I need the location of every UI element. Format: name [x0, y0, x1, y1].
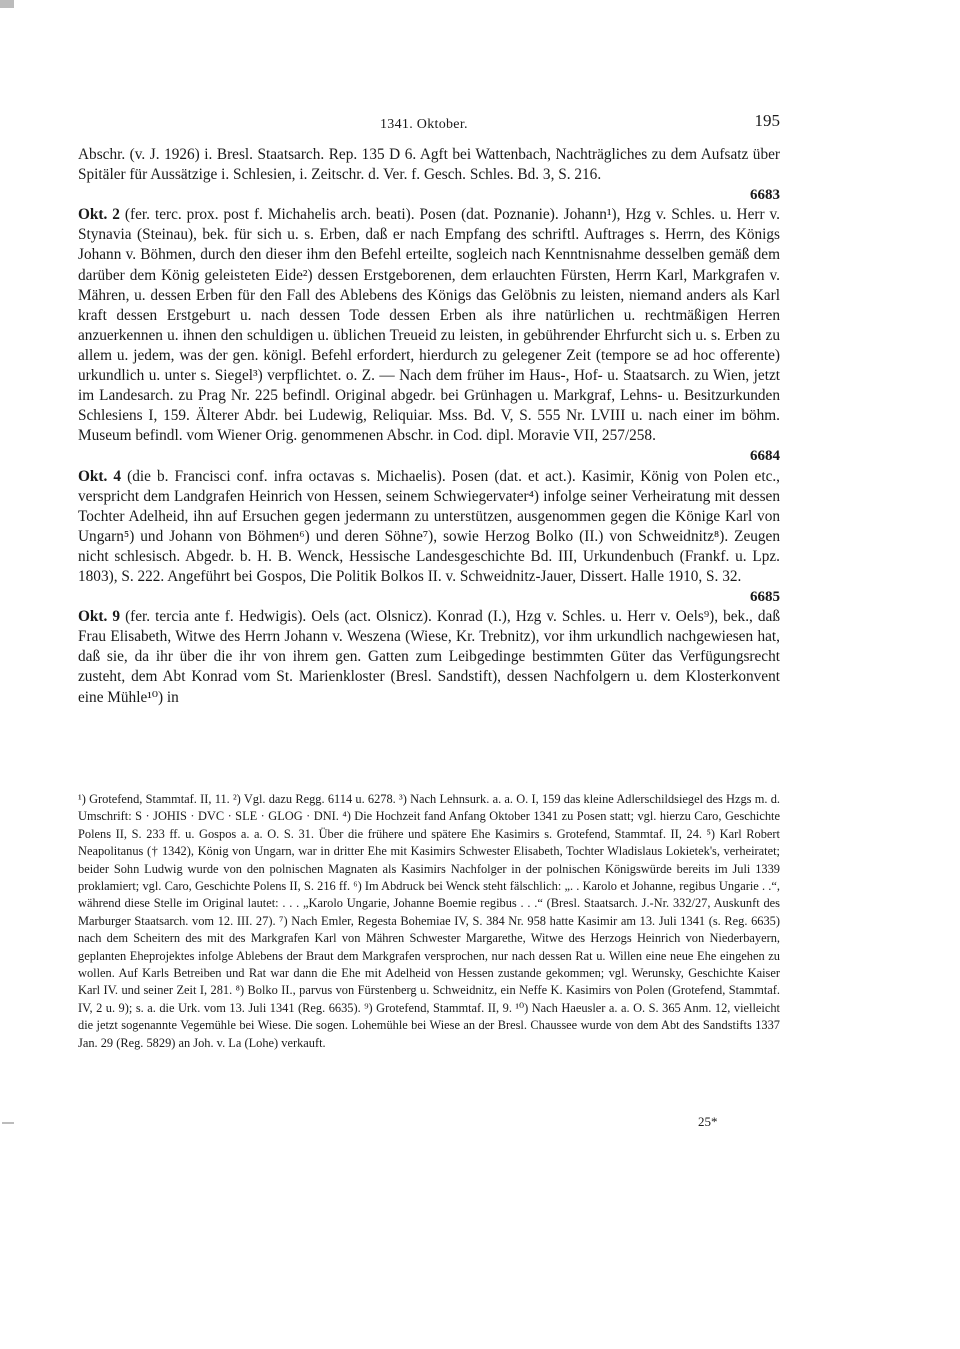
footnotes-text: ¹) Grotefend, Stammtaf. II, 11. ²) Vgl. dazu Regg. 6114 u. 6278. ³) Nach Lehnsurk. a. a. O. I, 159 das kleine Adlerschildsiegel des Hzgs m. d. Umschrift: S · JOHIS · DVC · SLE · GLOG · DNI. ⁴) Die Hochzeit fand Anfang Oktober 1341 zu Posen statt; vgl. hierzu Caro, Geschichte Polens II, S. 233 ff. u. Gospos a. a. O. S. 31. Über die frühere und spätere Ehe Kasimirs s. Grotefend, Stammtaf. II, 24. ⁵) Karl Robert Neapolitanus († 1342), König von Ungarn, war in dritter Ehe mit Kasimirs Schwester Elisabeth, Tochter Wladislaus Lokietek's, verheiratet; beider Sohn Ludwig wurde von den polnischen Magnaten als Kasimirs Nachfolger in der polnischen Königswürde bereits im Juli 1339 proklamiert; vgl. Caro, Geschichte Polens II, S. 216 ff. ⁶) Im Abdruck bei Wenck steht fälschlich: „. . Karolo et Johanne, regibus Ungarie . .“, während diese Stelle im Original lautet: . . . „Karolo Ungarie, Johanne Boemie regibus . . .“ (Bresl. Staatsarch. J.-Nr. 332/27, Auskunft des Marburger Staatsarch. vom 12. III. 27). ⁷) Nach Emler, Regesta Bohemiae IV, S. 384 Nr. 958 hatte Kasimir am 13. Juli 1341 (s. Reg. 6635) nach dem Scheitern des mit des Markgrafen Karl von Mähren Schwester Margarethe, Witwe des Herzogs Heinrich von Niederbayern, geplanten Eheprojektes infolge Ablebens der Braut dem Markgrafen versprochen, nur nach dessen Rat u. Willen eine neue Ehe eingehen zu wollen. Auf Karls Betreiben und Rat war dann die Ehe mit Adelheid von Hessen zustande gekommen; vgl. Werunsky, Geschichte Kaiser Karl IV. und seiner Zeit I, 281. ⁸) Bolko II., parvus von Fürstenberg u. Schweidnitz, ein Neffe K. Kasimirs von Polen (Grotefend, Stammtaf. IV, 2 u. 9); s. a. die Urk. vom 13. Juli 1341 (Reg. 6635). ⁹) Grotefend, Stammtaf. II, 9. ¹⁰) Nach Haeusler a. a. O. S. 365 Anm. 12, vielleicht die jetzt sogenannte Vegemühle bei Wiese. Die sogen. Lohemühle bei Wiese an der Bresl. Chaussee wurde von dem Abt des Sandstifts 1337 Jan. 29 (Reg. 5829) an Joh. v. La (Lohe) verkauft. [78, 792, 780, 1050]
entry-text: (fer. tercia ante f. Hedwigis). Oels (act. Olsnicz). Konrad (I.), Hzg v. Schles. u. Herr v. Oels⁹), bek., daß Frau Elisabeth, Witwe des Herrn Johann v. Weszena (Wiese, Kr. Trebnitz), vor ihm urkundlich nachgewiesen hat, daß sie, da ihr über die ihr von ihrem gen. Gatten zum Leibgedinge bestimmten Güter das Verfügungsrecht zusteht, dem Abt Konrad vom St. Marienkloster (Bresl. Sandstift), dessen Nachfolgern u. dem Klosterkonvent eine Mühle¹⁰) in [78, 608, 780, 706]
scan-edge-mark-left [2, 1122, 14, 1124]
main-text [78, 145, 780, 708]
entry-date: Okt. 2 [78, 206, 120, 224]
entry-number: 6683 [750, 187, 780, 204]
entry-text: (die b. Francisci conf. infra octavas s. Michaelis). Posen (dat. et act.). Kasimir, König von Polen etc., verspricht dem Landgrafen Heinrich von Hessen, seinem Schwiegervater⁴) infolge seiner Verheiratung mit dessen Tochter Adelheid, ihn auf Ersuchen gegen jedermann zu unterstützen, ausgenommen gegen die Könige Karl von Ungarn⁵) und Johann von Böhmen⁶) und deren Söhne⁷), sowie Herzog Bolko (II.) von Schweidnitz⁸). Zeugen nicht schlesisch. Abgedr. b. H. B. Wenck, Hessische Landesgeschichte Bd. III, Urkundenbuch (Frankf. u. Lpz. 1803), S. 222. Angeführt bei Gospos, Die Politik Bolkos II. v. Schweidnitz-Jauer, Dissert. Halle 1910, S. 32. [78, 467, 781, 585]
scan-edge-mark-top [0, 0, 14, 8]
entry-paragraph [78, 607, 780, 707]
running-title: 1341. Oktober. [380, 117, 468, 132]
entry-number: 6685 [750, 589, 780, 606]
intro-paragraph: Abschr. (v. J. 1926) i. Bresl. Staatsarch. Rep. 135 D 6. Agft bei Wattenbach, Nachträgliches zu dem Aufsatz über Spitäler für Aussätzige i. Schlesien, i. Zeitschr. d. Ver. f. Gesch. Schles. Bd. 3, S. 216. [78, 146, 780, 184]
signature-mark: 25* [698, 1114, 718, 1129]
page-number: 195 [754, 111, 780, 130]
entry-paragraph [78, 205, 780, 446]
entry-text: (fer. terc. prox. post f. Michahelis arch. beati). Posen (dat. Poznanie). Johann¹), Hzg v. Schles. u. Herr v. Stynavia (Steinau), bek. für sich u. s. Erben, daß er nach Empfang des schriftl. Auftrages s. Herrn, des Königs Johann v. Böhmen, durch den dieser ihm den Befehl erteilte, sogleich nach Kenntnisnahme desselben gemäß dem darüber dem König geleisteten Eide²) dessen Erstgeborenen, dem erlauchten Fürsten, Herrn Karl, Markgrafen v. Mähren, u. dessen Erben für den Fall des Ablebens des Königs das Gelöbnis zu leisten, niemand anders als Karl kraft dessen Erstgeburt u. nach dessen Tode dessen Erben als ihre natürlichen u. rechtmäßigen Herren anzuerkennen u. ihnen den schuldigen u. üblichen Treueid zu leisten, in gebührender Ehrfurcht sich u. s. Erben zu allem u. jedem, was der gen. königl. Befehl erfordert, hierdurch zu gelegener Zeit (tempore se ad hoc offerente) urkundlich u. unter s. Siegel³) verpflichtet. o. Z. — Nach dem früher im Haus-, Hof- u. Staatsarch. zu Wien, jetzt im Landesarch. zu Prag Nr. 225 befindl. Original abgedr. bei Grünhagen u. Markgraf, Lehns- u. Besitzurkunden Schlesiens I, 159. Älterer Abdr. bei Ludewig, Reliquiar. Mss. Bd. V, S. 555 Nr. LVIII u. nach einer im böhm. Museum befindl. vom Wiener Orig. genommenen Abschr. in Cod. dipl. Moravie VII, 257/258. [78, 206, 780, 445]
entry-number: 6684 [750, 448, 780, 465]
entry-paragraph [78, 467, 780, 588]
entry-date: Okt. 9 [78, 608, 121, 626]
entry-date: Okt. 4 [78, 467, 122, 485]
footnotes [78, 791, 780, 1052]
